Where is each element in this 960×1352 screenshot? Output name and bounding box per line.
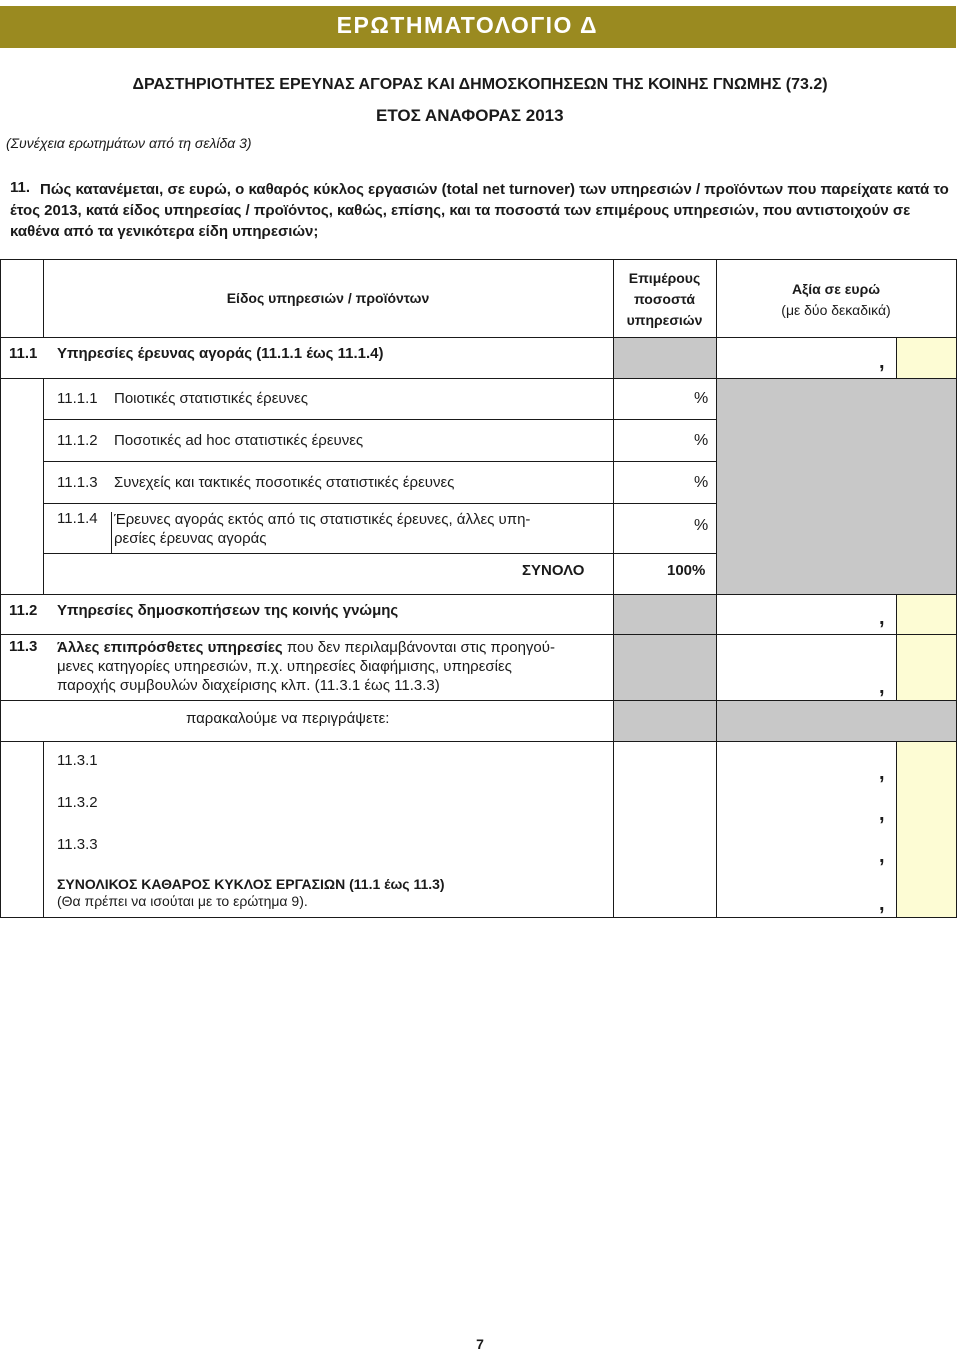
col-header-value-line2: (με δύο δεκαδικά)	[781, 302, 891, 318]
percent-sign: %	[694, 474, 709, 491]
shaded-cell	[613, 337, 716, 378]
table-row-line	[0, 741, 957, 742]
table-row-line	[0, 594, 957, 595]
row-11-2-label: Υπηρεσίες δημοσκοπήσεων της κοινής γνώμης	[57, 602, 399, 619]
decimal-comma: ,	[879, 676, 885, 698]
row-11-3-label	[57, 638, 555, 695]
table-col-line	[896, 594, 897, 700]
row-11-1-code: 11.1	[9, 345, 38, 362]
total-label: ΣΥΝΟΛΟ	[522, 562, 585, 579]
shaded-cell	[613, 700, 956, 741]
row-11-3-1-code: 11.3.1	[57, 752, 98, 769]
row-11-3-label-line3: παροχής συμβουλών διαχείρισης κλπ. (11.3.1 έως 11.3.3)	[57, 677, 440, 694]
table-col-line	[111, 512, 112, 553]
value-input-11-2-11-3[interactable]	[896, 594, 956, 700]
table-border-right	[956, 259, 957, 918]
grand-total-label: ΣΥΝΟΛΙΚΟΣ ΚΑΘΑΡΟΣ ΚΥΚΛΟΣ ΕΡΓΑΣΙΩΝ (11.1 έως 11.3)	[57, 876, 445, 892]
table-row-line	[43, 553, 716, 554]
decimal-comma: ,	[879, 803, 885, 825]
reference-year: ΕΤΟΣ ΑΝΑΦΟΡΑΣ 2013	[376, 106, 564, 125]
page-number: 7	[476, 1336, 484, 1352]
col-header-pct-line2: ποσοστά	[633, 291, 696, 307]
decimal-comma: ,	[879, 845, 885, 867]
percent-sign: %	[694, 390, 709, 407]
table-border-top	[0, 259, 957, 260]
table-row-line	[43, 461, 716, 462]
row-11-1-4-label-line1: Έρευνες αγοράς εκτός από τις στατιστικές έρευνες, άλλες υπη-	[114, 511, 531, 528]
table-row-line	[0, 700, 957, 701]
row-11-1-2-label: Ποσοτικές ad hoc στατιστικές έρευνες	[114, 432, 364, 449]
row-11-1-4-code: 11.1.4	[57, 510, 98, 527]
col-header-value	[716, 279, 956, 321]
col-header-pct	[613, 268, 716, 331]
value-input-11-1[interactable]	[896, 337, 956, 378]
table-row-line	[43, 503, 716, 504]
row-11-1-4-label-line2: ρεσίες έρευνας αγοράς	[114, 530, 267, 547]
percent-sign: %	[694, 432, 709, 449]
grand-total-note: (Θα πρέπει να ισούται με το ερώτημα 9).	[57, 893, 308, 909]
table-row-line	[0, 634, 957, 635]
table-col-line	[896, 337, 897, 378]
col-header-pct-line3: υπηρεσιών	[626, 312, 703, 328]
col-header-type: Είδος υπηρεσιών / προϊόντων	[226, 290, 430, 306]
shaded-cell	[613, 594, 716, 700]
row-11-1-1-label: Ποιοτικές στατιστικές έρευνες	[114, 390, 309, 407]
decimal-comma: ,	[879, 351, 885, 373]
survey-subtitle: ΔΡΑΣΤΗΡΙΟΤΗΤΕΣ ΕΡΕΥΝΑΣ ΑΓΟΡΑΣ ΚΑΙ ΔΗΜΟΣΚΟΠΗΣΕΩΝ ΤΗΣ ΚΟΙΝΗΣ ΓΝΩΜΗΣ (73.2)	[132, 76, 828, 93]
decimal-comma: ,	[879, 762, 885, 784]
table-row-line	[0, 337, 957, 338]
continuation-note: (Συνέχεια ερωτημάτων από τη σελίδα 3)	[6, 135, 252, 151]
table-col-line	[716, 259, 717, 918]
row-11-3-2-code: 11.3.2	[57, 794, 98, 811]
table-col-line	[43, 378, 44, 594]
row-11-1-label: Υπηρεσίες έρευνας αγοράς (11.1.1 έως 11.1.4)	[57, 345, 384, 362]
percent-sign: %	[694, 517, 709, 534]
row-11-3-label-rest: που δεν περιλαμβάνονται στις προηγού-	[282, 639, 555, 656]
table-border-bottom	[0, 917, 957, 918]
row-11-1-2-code: 11.1.2	[57, 432, 98, 449]
col-header-value-line1: Αξία σε ευρώ	[791, 281, 881, 297]
describe-prompt: παρακαλούμε να περιγράψετε:	[186, 710, 390, 727]
total-value: 100%	[667, 562, 706, 579]
question-number: 11.	[10, 179, 31, 196]
row-11-3-code: 11.3	[9, 638, 38, 655]
row-11-3-label-bold: Άλλες επιπρόσθετες υπηρεσίες	[57, 639, 283, 656]
table-col-line	[43, 741, 44, 917]
decimal-comma: ,	[879, 607, 885, 629]
table-col-line	[613, 259, 614, 918]
header-banner	[0, 6, 956, 48]
table-col-line	[896, 741, 897, 917]
row-11-3-label-line2: μενες κατηγορίες υπηρεσιών, π.χ. υπηρεσίες διαφήμισης, υπηρεσίες	[57, 658, 512, 675]
question-text: Πώς κατανέμεται, σε ευρώ, ο καθαρός κύκλος εργασιών (total net turnover) των υπηρεσιών / προϊόντων που παρείχατε κατά το έτος 2013, κατά είδος υπηρεσίας / προϊόντος, καθώς, επίσης, και τα ποσοστά των επιμέρους υπηρεσιών, που αντιστοιχούν σε καθένα από τα γενικότερα είδη υπηρεσιών;	[10, 181, 949, 240]
row-11-1-1-code: 11.1.1	[57, 390, 98, 407]
col-header-pct-line1: Επιμέρους	[628, 270, 701, 286]
row-11-1-3-label: Συνεχείς και τακτικές ποσοτικές στατιστικές έρευνες	[114, 474, 455, 491]
value-input-11-3-sub[interactable]	[896, 741, 956, 917]
decimal-comma: ,	[879, 893, 885, 915]
questionnaire-title: ΕΡΩΤΗΜΑΤΟΛΟΓΙΟ Δ	[336, 12, 598, 38]
table-row-line	[43, 419, 716, 420]
row-11-3-3-code: 11.3.3	[57, 836, 98, 853]
shaded-cell	[716, 378, 956, 594]
row-11-2-code: 11.2	[9, 602, 38, 619]
table-border-left	[0, 259, 1, 918]
table-row-line	[0, 378, 957, 379]
row-11-1-3-code: 11.1.3	[57, 474, 98, 491]
row-11-1-4-label	[114, 510, 530, 548]
